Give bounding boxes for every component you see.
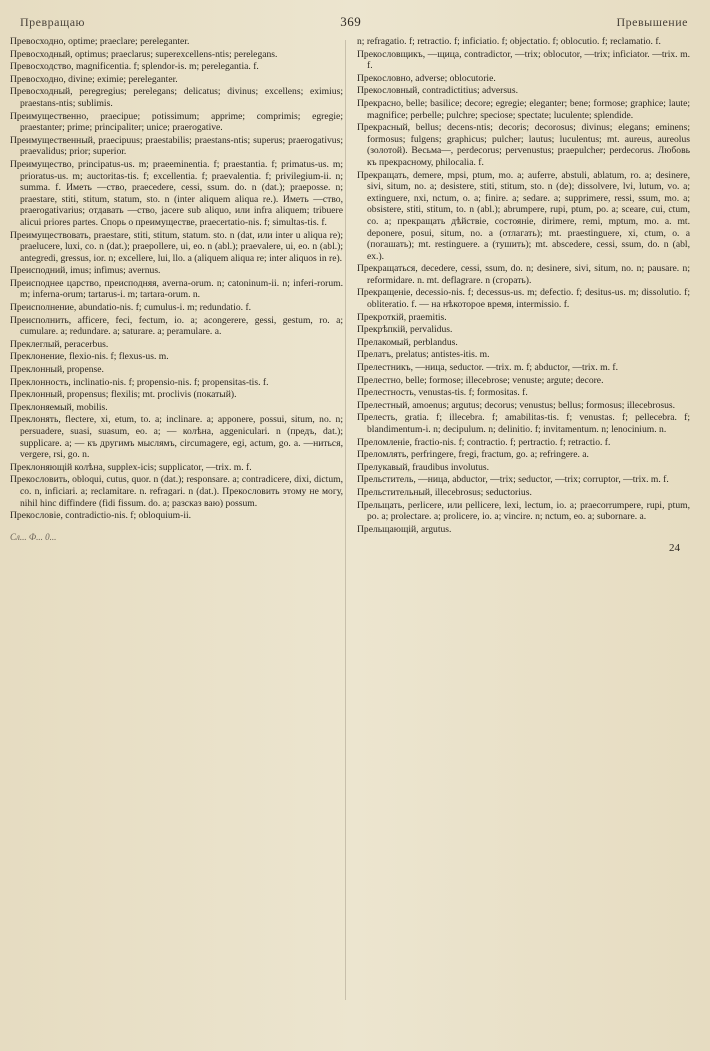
dictionary-entry: Прекословно, adverse; oblocutorie. bbox=[357, 72, 496, 84]
dictionary-entry: Прекословіе, contradictio-nis. f; obloquium-ii. bbox=[10, 510, 192, 522]
dictionary-entry: Преклонять, flectere, xi, etum, to. a; inclinare. a; apponere, possui, situm, no. n; persuadere, suasi, suasum, eo. a; — колѣна, aggeniculari. n (предъ, dat.); supplicare. a; — къ другимъ мыслямъ, circumagere, egi, actum, go. a. —ниться, vergere, rsi, go. n. bbox=[10, 414, 343, 461]
dictionary-entry: Прекрасный, bellus; decens-ntis; decoris; decorosus; divinus; elegans; eminens; formosus; fulgens; graphicus; pulcher; lautus; luculentus; mt. aureus, aureolus (золотой). Весьма—, perdecorus; pervenustus; praepulcher; perdecorus. Любовь къ прекрасному, philocalia. f. bbox=[357, 122, 690, 168]
dictionary-entry: Преимущественный, praecipuus; praestabilis; praestans-ntis; superus; praerogativus; praevalidus; prior; superior. bbox=[10, 134, 343, 158]
left-column bbox=[10, 36, 343, 555]
page-header bbox=[10, 14, 694, 30]
dictionary-entry: Преимуществовать, praestare, stiti, stitum, statum. sto. n (dat, или inter u aliqua re); praelucere, luxi, co. n (dat.); praepollere, ui, eo. n (abl.); praevalere, ui, eo. n (abl.); antegredi, gressus, ior. n; excellere, lui, llo. a (aliquem aliqua re; inter aliquos in re). bbox=[10, 229, 343, 264]
columns bbox=[10, 36, 694, 555]
header-right-catchword: Превышение bbox=[616, 15, 688, 29]
dictionary-entry: Прелесть, gratia. f; illecebra. f; amabilitas-tis. f; venustas. f; pellecebra. f; blandimentum-i. n; decipulum. n; delinitio. f; invitamentum. n; lenocinium. n. bbox=[357, 412, 690, 435]
dictionary-entry: Прелестникъ, —ница, seductor. —trix. m. f; abductor, —trix. m. f. bbox=[357, 362, 618, 374]
dictionary-entry: Преклонение, flexio-nis. f; flexus-us. m. bbox=[10, 351, 169, 363]
dictionary-entry: n; refragatio. f; retractio. f; inficiatio. f; objectatio. f; oblocutio. f; reclamatio. f. bbox=[357, 36, 661, 47]
dictionary-entry: Прельститель, —ница, abductor, —trix; seductor, —trix; corruptor, —trix. m. f. bbox=[357, 474, 669, 486]
header-left-catchword: Превращаю bbox=[20, 15, 86, 29]
dictionary-entry: Прекословщикъ, —щица, contradictor, —trix; oblocutor, —trix; inficiator. —trix. m. f. bbox=[357, 48, 690, 72]
dictionary-entry: Преклоняющій колѣна, supplex-icis; supplicator, —trix. m. f. bbox=[10, 461, 252, 473]
dictionary-entry: Прелакомый, perblandus. bbox=[357, 336, 458, 348]
dictionary-entry: Преимущественно, praecipue; potissimum; apprime; comprimis; egregie; praestanter; prime; principaliter; unice; praerogative. bbox=[10, 110, 343, 134]
dictionary-entry: Преломленіе, fractio-nis. f; contractio. f; pertractio. f; retractio. f. bbox=[357, 436, 611, 448]
dictionary-entry: Прельщающій, argutus. bbox=[357, 523, 452, 535]
dictionary-entry: Прелестный, amoenus; argutus; decorus; venustus; bellus; formosus; illecebrosus. bbox=[357, 399, 676, 411]
dictionary-entry: Преисполнить, afficere, feci, fectum, io. a; acongerere, gessi, gestum, ro. a; cumulare. a; redundare. a; saturare. a; peramulare. a. bbox=[10, 314, 343, 338]
dictionary-entry: Превосходство, magnificentia. f; splendor-is. m; perelegantia. f. bbox=[10, 61, 259, 73]
dictionary-entry: Прекословный, contradictitius; adversus. bbox=[357, 85, 518, 97]
dictionary-entry: Превосходный, peregregius; perelegans; delicatus; divinus; excellens; eximius; praestans-ntis; sublimis. bbox=[10, 86, 343, 109]
dictionary-entry: Прелатъ, prelatus; antistes-itis. m. bbox=[357, 349, 490, 361]
dictionary-entry: Прекрѣпкій, pervalidus. bbox=[357, 324, 453, 336]
dictionary-entry: Прекращеніе, decessio-nis. f; decessus-us. m; defectio. f; desitus-us. m; dissolutio. f; obliteratio. f. — на нѣкоторое время, intermissio. f. bbox=[357, 287, 690, 311]
dictionary-entry: Превосходно, optime; praeclare; pereleganter. bbox=[10, 36, 190, 47]
dictionary-entry: Прекроткій, praemitis. bbox=[357, 311, 447, 323]
column-rule bbox=[345, 40, 346, 1000]
dictionary-entry: Превосходный, optimus; praeclarus; superexcellens-ntis; perelegans. bbox=[10, 48, 278, 60]
dictionary-entry: Преимущество, principatus-us. m; praeeminentia. f; praestantia. f; primatus-us. m; prioratus-us. m; auctoritas-tis. f; excellentia. f; praevalentia. f; privilegium-ii. n; summa. f. Иметь —ство, praecedere, cessi, ssum. do. n (dat.); praeposse. n; praestare, stiti, stitum, statum, sto. n (inter aliquem aliqua re.). Иметь —ство, praerogativarius; отдавать —ство, jacere sub aliquo, или infra aliquem; tribuere alicui priores partes. Спорь о преимуществе, praecertatio-nis. f; simultas-tis. f. bbox=[10, 158, 343, 228]
dictionary-entry: Преклеглый, peracerbus. bbox=[10, 338, 109, 350]
dictionary-entry: Преисподний, imus; infimus; avernus. bbox=[10, 265, 161, 277]
dictionary-entry: Преклонный, propensus; flexilis; mt. proclivis (покатый). bbox=[10, 389, 237, 401]
dictionary-entry: Преисподнее царство, преисподняя, averna-orum. n; catoninum-ii. n; inferi-rorum. m; inferna-orum; tartarus-i. m; tartara-orum. n. bbox=[10, 277, 343, 301]
dictionary-entry: Прекословить, obloqui, cutus, quor. n (dat.); responsare. a; contradicere, dixi, dictum, co. n, inficiari. a; reclamitare. n. refragari. n (dat.). Прекословить этому не могу, nihil hinc diffindere (fidi fissum. do. a; разсказ ваю) possum. bbox=[10, 474, 343, 509]
dictionary-entry: Преисполнение, abundatio-nis. f; cumulus-i. m; redundatio. f. bbox=[10, 302, 252, 314]
page-number: 369 bbox=[340, 14, 362, 29]
dictionary-entry: Преломлять, perfringere, fregi, fractum, go. a; refringere. a. bbox=[357, 449, 589, 461]
right-column bbox=[357, 36, 690, 555]
dictionary-entry: Преклоняемый, mobilis. bbox=[10, 401, 108, 413]
dictionary-entry: Прелестность, venustas-tis. f; formositas. f. bbox=[357, 387, 528, 399]
dictionary-entry: Прельстительный, illecebrosus; seductorius. bbox=[357, 486, 532, 498]
dictionary-entry: Прельщать, perlicere, или pellicere, lexi, lectum, io. a; praecorrumpere, rupi, ptum, po. a; prolectare. a; prolicere, io. a; vincire. n; nctum, eo. a; subornare. a. bbox=[357, 499, 690, 523]
dictionary-entry: Преклонность, inclinatio-nis. f; propensio-nis. f; propensitas-tis. f. bbox=[10, 376, 269, 388]
dictionary-entry: Прелукавый, fraudibus involutus. bbox=[357, 461, 489, 473]
dictionary-entry: Прекрасно, belle; basilice; decore; egregie; eleganter; bene; formose; graphice; laute; magnifice; perbelle; pulchre; speciose; spectate; luculente; splendide. bbox=[357, 97, 690, 121]
dictionary-entry: Преклонный, propense. bbox=[10, 364, 104, 376]
dictionary-entry: Прекращаться, decedere, cessi, ssum, do. n; desinere, sivi, situm, no. n; pausare. n; reformidare. n. mt. deflagrare. n (сгорать). bbox=[357, 263, 690, 286]
left-footer-note: Сл... Ф... 0... bbox=[10, 531, 57, 542]
dictionary-entry: Прелестно, belle; formose; illecebrose; venuste; argute; decore. bbox=[357, 374, 604, 386]
signature-mark: 24 bbox=[669, 542, 680, 555]
dictionary-entry: Прекращать, demere, mpsi, ptum, mo. a; auferre, abstuli, ablatum, ro. a; desinere, sivi, situm, no. a; desistere, stiti, stitum, sto. n (de); dissolvere, lvi, lutum, vo. a; extinguere, nxi, nctum, o. a; finire. a; sedare. a; supprimere, ressi, ssum, mo. a; obsistere, stiti, stitum, to. n (abl.); abrumpere, rupi, ptum, po. a; sceare, cui, ctum, co. a; прекращать дѣйствіе, состояніе, dirimere, remi, mptum, mo. a. mt. deponere, posui, situm, no. a (отлагать); mt. praestinguere, xi, ctum, o. a (погашать); mt. restinguere. a (тушить); mt. abscedere, cessi, ssum, do. n (abl, ex.). bbox=[357, 169, 690, 262]
dictionary-entry: Превосходно, divine; eximie; pereleganter. bbox=[10, 73, 178, 85]
